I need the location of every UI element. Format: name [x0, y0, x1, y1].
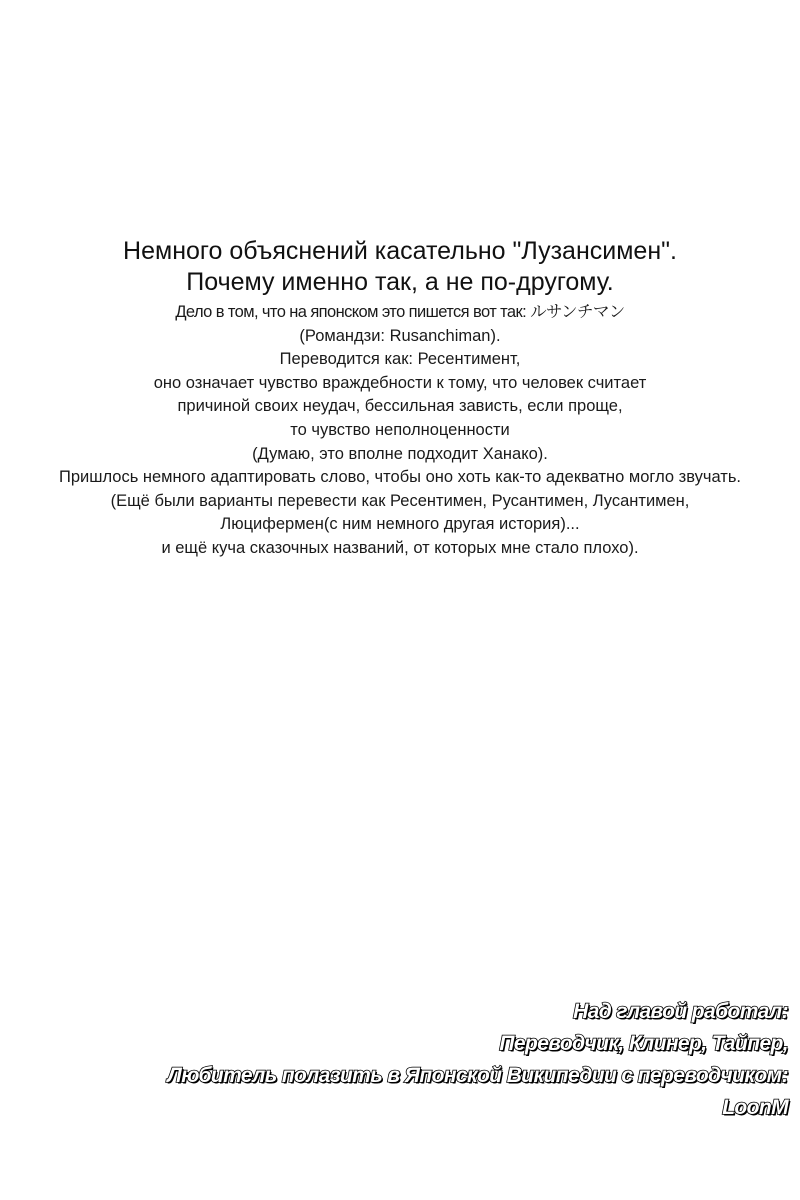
credits-heading: Над главой работал: — [573, 1000, 788, 1023]
note-heading-line-1: Немного объяснений касательно "Лузансимен". — [123, 237, 677, 265]
note-body-line: оно означает чувство враждебности к тому, что человек считает — [153, 373, 647, 392]
credits-extra-role: Любитель полазить в Японской Википедии с переводчиком: — [167, 1064, 788, 1087]
translator-note — [0, 236, 800, 561]
credits-roles: Переводчик, Клинер, Тайпер, — [499, 1032, 788, 1055]
credits-name: LoonM — [722, 1096, 788, 1119]
note-body-line: (Романдзи: Rusanchiman). — [299, 326, 501, 345]
note-body-line: (Думаю, это вполне подходит Ханако). — [252, 444, 548, 463]
note-body-line: (Ещё были варианты перевести как Ресентимен, Русантимен, Лусантимен, — [110, 491, 690, 510]
note-body-line: Переводится как: Ресентимент, — [279, 350, 521, 369]
note-body-line: причиной своих неудач, бессильная зависть, если проще, — [177, 397, 623, 416]
note-heading-line-2: Почему именно так, а не по-другому. — [186, 268, 614, 296]
note-body-line: и ещё куча сказочных названий, от которых мне стало плохо). — [161, 538, 639, 557]
note-body-line: то чувство неполноценности — [290, 420, 510, 439]
note-body-line: Пришлось немного адаптировать слово, чтобы оно хоть как-то адекватно могло звучать. — [58, 468, 742, 487]
note-body-line: Дело в том, что на японском это пишется вот так: ルサンチマン — [175, 303, 625, 321]
note-body-line: Люцифермен(с ним немного другая история)... — [220, 515, 580, 534]
credits-block — [167, 996, 788, 1124]
